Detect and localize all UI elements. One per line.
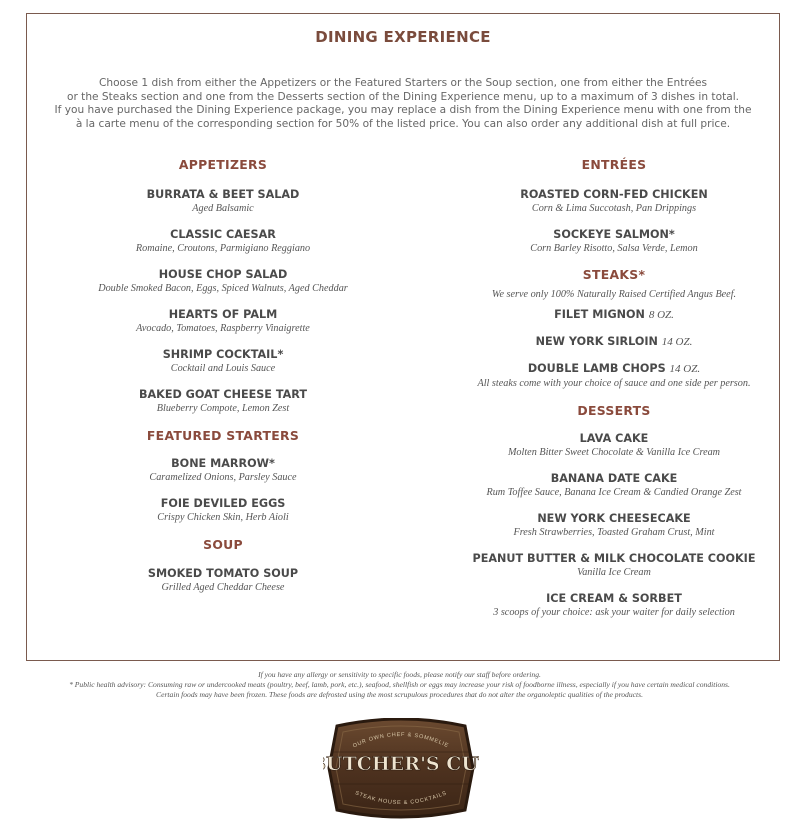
item-name: NEW YORK CHEESECAKE	[537, 512, 691, 525]
intro-line: or the Steaks section and one from the Desserts section of the Dining Experience menu, up to a maximum of 3 dishes in total.	[66, 90, 740, 103]
intro-text	[39, 77, 767, 131]
section-heading-entrees: ENTRÉES	[581, 157, 647, 172]
menu-item	[435, 471, 793, 499]
item-name: NEW YORK SIRLOIN	[535, 335, 658, 348]
item-description: Crispy Chicken Skin, Herb Aioli	[157, 512, 289, 523]
menu-item	[47, 227, 399, 255]
item-name: ROASTED CORN-FED CHICKEN	[520, 188, 708, 201]
menu-item	[47, 347, 399, 375]
menu-item	[47, 267, 399, 295]
footer-disclaimer	[20, 670, 779, 700]
menu-item	[47, 187, 399, 215]
item-description: Blueberry Compote, Lemon Zest	[156, 403, 290, 414]
item-name: HEARTS OF PALM	[168, 308, 278, 321]
item-name: BAKED GOAT CHEESE TART	[138, 388, 307, 401]
item-name: PEANUT BUTTER & MILK CHOCOLATE COOKIE	[472, 552, 756, 565]
section-heading-steaks: STEAKS*	[582, 267, 646, 282]
item-description: 3 scoops of your choice: ask your waiter for daily selection	[493, 607, 735, 618]
right-column	[435, 157, 793, 619]
item-description: Fresh Strawberries, Toasted Graham Crust, Mint	[513, 527, 715, 538]
item-size: 14 OZ.	[669, 363, 701, 375]
logo-top-text: OUR OWN CHEF & SOMMELIE	[352, 731, 450, 750]
menu-item	[47, 566, 399, 594]
item-description: Avocado, Tomatoes, Raspberry Vinaigrette	[136, 323, 310, 334]
item-name: DOUBLE LAMB CHOPS	[527, 362, 666, 375]
item-size: 8 OZ.	[648, 309, 674, 321]
item-name: SOCKEYE SALMON*	[553, 228, 675, 241]
item-description: Grilled Aged Cheddar Cheese	[161, 582, 285, 593]
item-description: Rum Toffee Sauce, Banana Ice Cream & Candied Orange Zest	[486, 487, 742, 498]
item-name: SHRIMP COCKTAIL*	[162, 348, 284, 361]
menu-item	[47, 307, 399, 335]
section-heading-desserts: DESSERTS	[577, 403, 651, 418]
left-column	[47, 157, 399, 594]
menu-item	[435, 591, 793, 619]
menu-item	[435, 551, 793, 579]
item-name: HOUSE CHOP SALAD	[158, 268, 288, 281]
menu-item	[47, 496, 399, 524]
menu-item	[47, 456, 399, 484]
page-title: DINING EXPERIENCE	[315, 28, 491, 46]
logo-text: UTCHER'S CU	[325, 753, 478, 775]
steaks-intro: We serve only 100% Naturally Raised Certified Angus Beef.	[491, 289, 737, 300]
section-heading-featured-starters: FEATURED STARTERS	[146, 428, 300, 443]
footer-line: Certain foods may have been frozen. These foods are defrosted using the most scrupulous procedures that do not alter the organoleptic qualities of the products.	[156, 690, 643, 699]
item-description: Romaine, Croutons, Parmigiano Reggiano	[135, 243, 311, 254]
menu-item	[435, 227, 793, 255]
item-name: BURRATA & BEET SALAD	[146, 188, 300, 201]
item-name: FOIE DEVILED EGGS	[160, 497, 286, 510]
item-description: Molten Bitter Sweet Chocolate & Vanilla Ice Cream	[507, 447, 721, 458]
menu-item	[435, 511, 793, 539]
menu-item	[435, 431, 793, 459]
logo-bottom-text: STEAK HOUSE & COCKTAILS	[354, 790, 448, 807]
footer-line: * Public health advisory: Consuming raw or undercooked meats (poultry, beef, lamb, pork, etc.), seafood, shellfish or eggs may increase your risk of foodborne illness, especially if you have certain medical conditions.	[69, 680, 730, 689]
intro-line: à la carte menu of the corresponding section for 50% of the listed price. You can also order any additional dish at full price.	[75, 117, 731, 130]
item-description: Double Smoked Bacon, Eggs, Spiced Walnuts, Aged Cheddar	[98, 283, 348, 294]
item-name: FILET MIGNON	[554, 308, 645, 321]
intro-line: If you have purchased the Dining Experience package, you may replace a dish from the Dining Experience menu with one from the	[54, 104, 752, 117]
item-description: Caramelized Onions, Parsley Sauce	[149, 472, 297, 483]
item-size: 14 OZ.	[661, 336, 693, 348]
menu-item	[435, 361, 793, 377]
menu-frame	[26, 13, 780, 661]
footer-line: If you have any allergy or sensitivity to specific foods, please notify our staff before ordering.	[258, 670, 541, 679]
item-description: Corn & Lima Succotash, Pan Drippings	[531, 203, 697, 214]
item-name: LAVA CAKE	[579, 432, 649, 445]
item-name: ICE CREAM & SORBET	[546, 592, 682, 605]
menu-item	[435, 187, 793, 215]
menu-item	[435, 307, 793, 323]
intro-line: Choose 1 dish from either the Appetizers or the Featured Starters or the Soup section, one from either the Entrées	[98, 77, 708, 89]
menu-item	[47, 387, 399, 415]
item-description: Vanilla Ice Cream	[577, 567, 651, 578]
section-heading-soup: SOUP	[203, 537, 243, 552]
item-name: BONE MARROW*	[171, 457, 275, 470]
steaks-note: All steaks come with your choice of sauce and one side per person.	[477, 378, 751, 389]
restaurant-logo	[323, 718, 479, 820]
logo-sign-icon	[323, 718, 479, 820]
item-name: SMOKED TOMATO SOUP	[147, 567, 299, 580]
item-description: Corn Barley Risotto, Salsa Verde, Lemon	[530, 243, 698, 254]
menu-item	[435, 334, 793, 350]
item-name: BANANA DATE CAKE	[550, 472, 678, 485]
item-name: CLASSIC CAESAR	[170, 228, 276, 241]
item-description: Aged Balsamic	[192, 203, 254, 214]
section-heading-appetizers: APPETIZERS	[178, 157, 268, 172]
item-description: Cocktail and Louis Sauce	[170, 363, 276, 374]
